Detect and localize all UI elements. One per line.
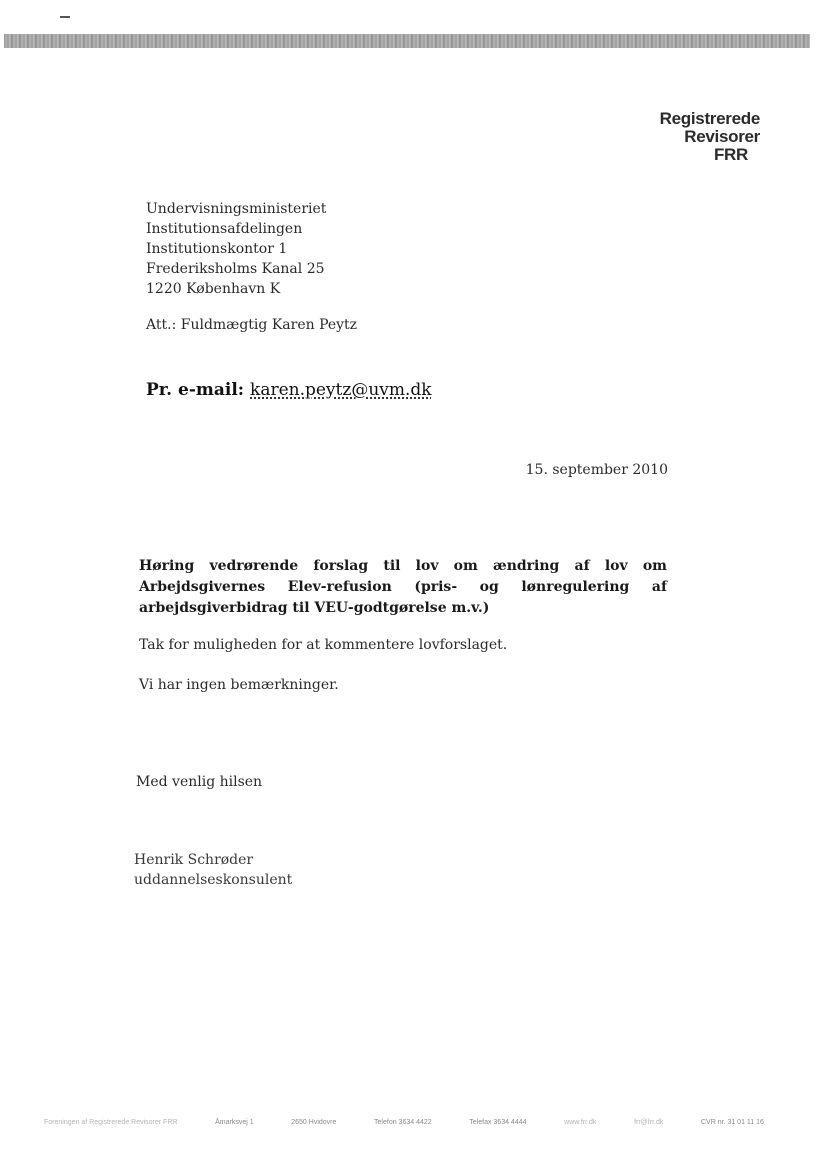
attention-line: Att.: Fuldmægtig Karen Peytz: [146, 317, 358, 333]
body-paragraph: Vi har ingen bemærkninger.: [139, 677, 339, 693]
footer-cvr: CVR nr. 31 01 11 16: [701, 1119, 764, 1126]
letter-subject: Høring vedrørende forslag til lov om ændring af lov om Arbejdsgivernes Elev-refusion (pris- og lønregulering af arbejdsgiverbidrag til VEU-godtgørelse m.v.): [139, 558, 667, 616]
scan-header-bar: [4, 34, 810, 48]
delivery-line: [146, 380, 432, 400]
letter-date: 15. september 2010: [525, 462, 668, 478]
signer-title: uddannelseskonsulent: [134, 872, 293, 888]
address-line: Undervisningsministeriet: [146, 201, 327, 217]
signature-block: [134, 850, 292, 890]
scan-artifact-mark: [60, 16, 70, 18]
address-line: Institutionsafdelingen: [146, 221, 303, 237]
footer-street: Åmarksvej 1: [215, 1119, 254, 1126]
logo-abbreviation: FRR: [713, 145, 748, 164]
signer-name: Henrik Schrøder: [134, 852, 254, 868]
footer-org: Foreningen af Registrerede Revisorer FRR: [44, 1119, 178, 1126]
frr-logo: [660, 110, 760, 164]
letterhead-footer: [44, 1119, 764, 1126]
delivery-label: Pr. e-mail:: [146, 380, 245, 400]
footer-fax: Telefax 3634 4444: [469, 1119, 527, 1126]
address-line: Frederiksholms Kanal 25: [146, 261, 325, 277]
recipient-email-link[interactable]: karen.peytz@uvm.dk: [250, 380, 432, 400]
footer-mail: frr@frr.dk: [634, 1119, 664, 1126]
recipient-address: [146, 199, 326, 299]
logo-line-2: Revisorer: [684, 127, 760, 146]
address-line: Institutionskontor 1: [146, 241, 288, 257]
body-paragraph: Tak for muligheden for at kommentere lovforslaget.: [139, 637, 508, 653]
address-line: 1220 København K: [146, 281, 281, 297]
footer-web: www.frr.dk: [564, 1119, 597, 1126]
footer-city: 2650 Hvidovre: [291, 1119, 337, 1126]
footer-phone: Telefon 3634 4422: [374, 1119, 432, 1126]
closing-salutation: Med venlig hilsen: [136, 774, 263, 790]
logo-line-1: Registrerede: [659, 109, 760, 128]
